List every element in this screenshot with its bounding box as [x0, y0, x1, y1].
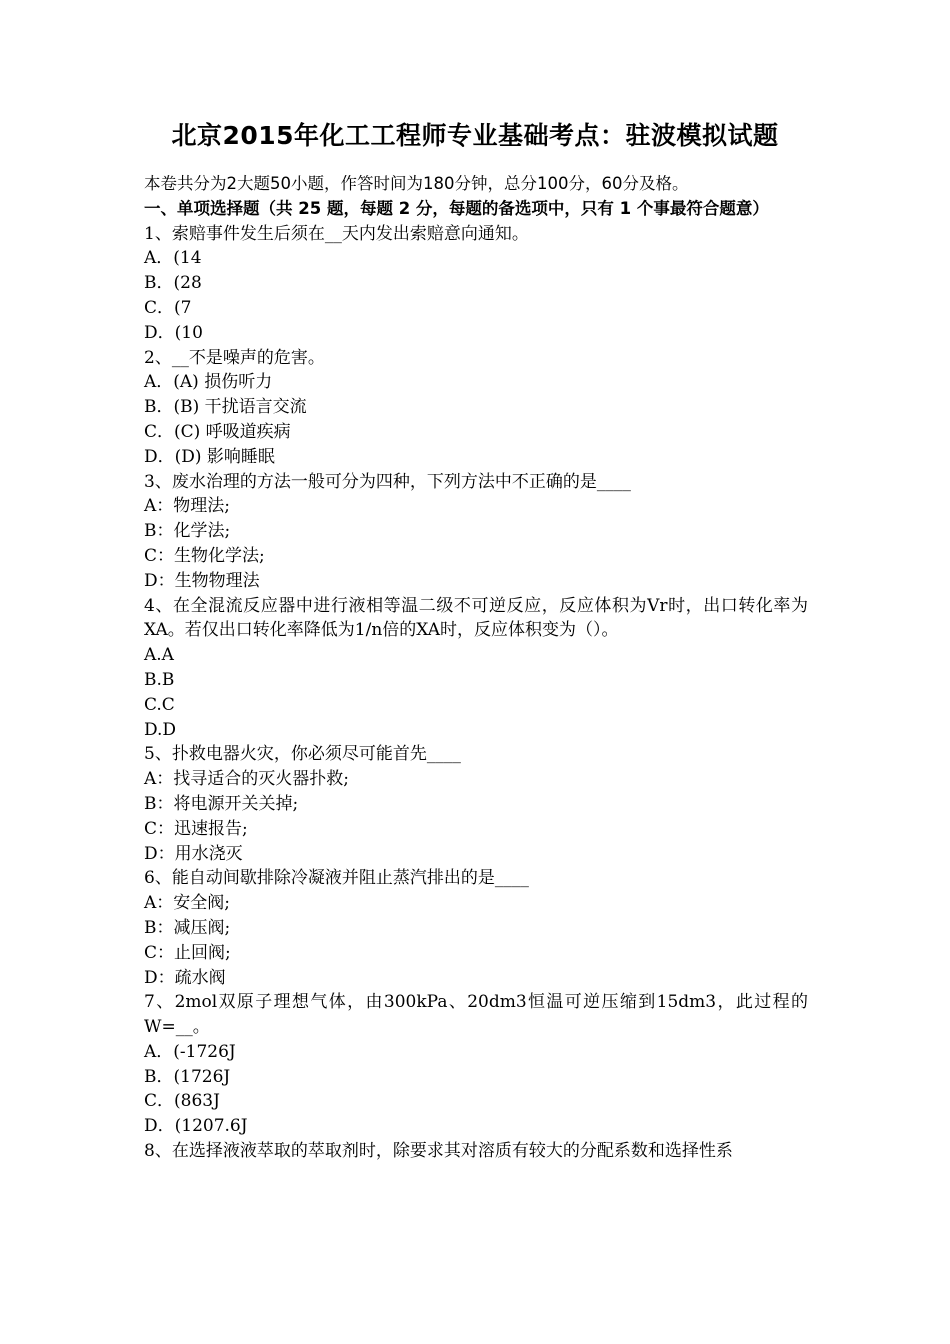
question-1: [144, 222, 808, 346]
option: D：用水浇灭: [144, 843, 243, 864]
option: A．(14: [144, 248, 202, 269]
question-3: [144, 470, 808, 594]
option: D．(D) 影响睡眠: [144, 446, 275, 467]
document-body: [144, 172, 808, 1164]
option: C：生物化学法;: [144, 545, 265, 566]
option: C．(863J: [144, 1091, 220, 1112]
option: D．(10: [144, 322, 203, 343]
question-stem: 8、在选择液液萃取的萃取剂时，除要求其对溶质有较大的分配系数和选择性系: [144, 1141, 733, 1162]
option: C．(C) 呼吸道疾病: [144, 421, 291, 442]
option: B：化学法;: [144, 521, 231, 542]
question-stem: 7、2mol双原子理想气体，由300kPa、20dm3恒温可逆压缩到15dm3，此过程的W=__。: [144, 992, 808, 1038]
question-7: [144, 990, 808, 1139]
option: A．(A) 损伤听力: [144, 372, 273, 393]
question-2: [144, 346, 808, 470]
question-stem: 2、__不是噪声的危害。: [144, 347, 325, 368]
option: A.A: [144, 645, 174, 666]
question-stem: 6、能自动间歇排除冷凝液并阻止蒸汽排出的是____: [144, 868, 529, 889]
question-stem: 3、废水治理的方法一般可分为四种，下列方法中不正确的是____: [144, 471, 631, 492]
question-6: [144, 866, 808, 990]
section-header: 一、单项选择题（共 25 题，每题 2 分，每题的备选项中，只有 1 个事最符合题意）: [144, 198, 769, 218]
option: C：迅速报告;: [144, 818, 248, 839]
option: A：找寻适合的灭火器扑救;: [144, 769, 350, 790]
option: D．(1207.6J: [144, 1116, 248, 1137]
option: B．(28: [144, 273, 202, 294]
question-4: [144, 594, 808, 743]
option: B．(1726J: [144, 1066, 231, 1087]
option: B．(B) 干扰语言交流: [144, 397, 307, 418]
question-stem: 5、扑救电器火灾，你必须尽可能首先____: [144, 744, 461, 765]
question-stem: 1、索赔事件发生后须在__天内发出索赔意向通知。: [144, 223, 529, 244]
option: A：安全阀;: [144, 893, 231, 914]
question-stem: 4、在全混流反应器中进行液相等温二级不可逆反应，反应体积为Vr时，出口转化率为XA。若仅出口转化率降低为1/n倍的XA时，反应体积变为（）。: [144, 595, 808, 641]
document-title: 北京2015年化工工程师专业基础考点：驻波模拟试题: [171, 121, 779, 150]
option: A：物理法;: [144, 496, 231, 517]
question-5: [144, 742, 808, 866]
option: B：减压阀;: [144, 917, 231, 938]
option: D：疏水阀: [144, 967, 226, 988]
option: A．(-1726J: [144, 1041, 236, 1062]
exam-intro: 本卷共分为2大题50小题，作答时间为180分钟，总分100分，60分及格。: [144, 174, 689, 193]
option: B.B: [144, 669, 175, 690]
option: D.D: [144, 719, 177, 740]
option: D：生物物理法: [144, 570, 260, 591]
option: C．(7: [144, 297, 192, 318]
option: C：止回阀;: [144, 942, 231, 963]
question-8: [144, 1139, 808, 1164]
option: C.C: [144, 694, 175, 715]
option: B：将电源开关关掉;: [144, 793, 299, 814]
